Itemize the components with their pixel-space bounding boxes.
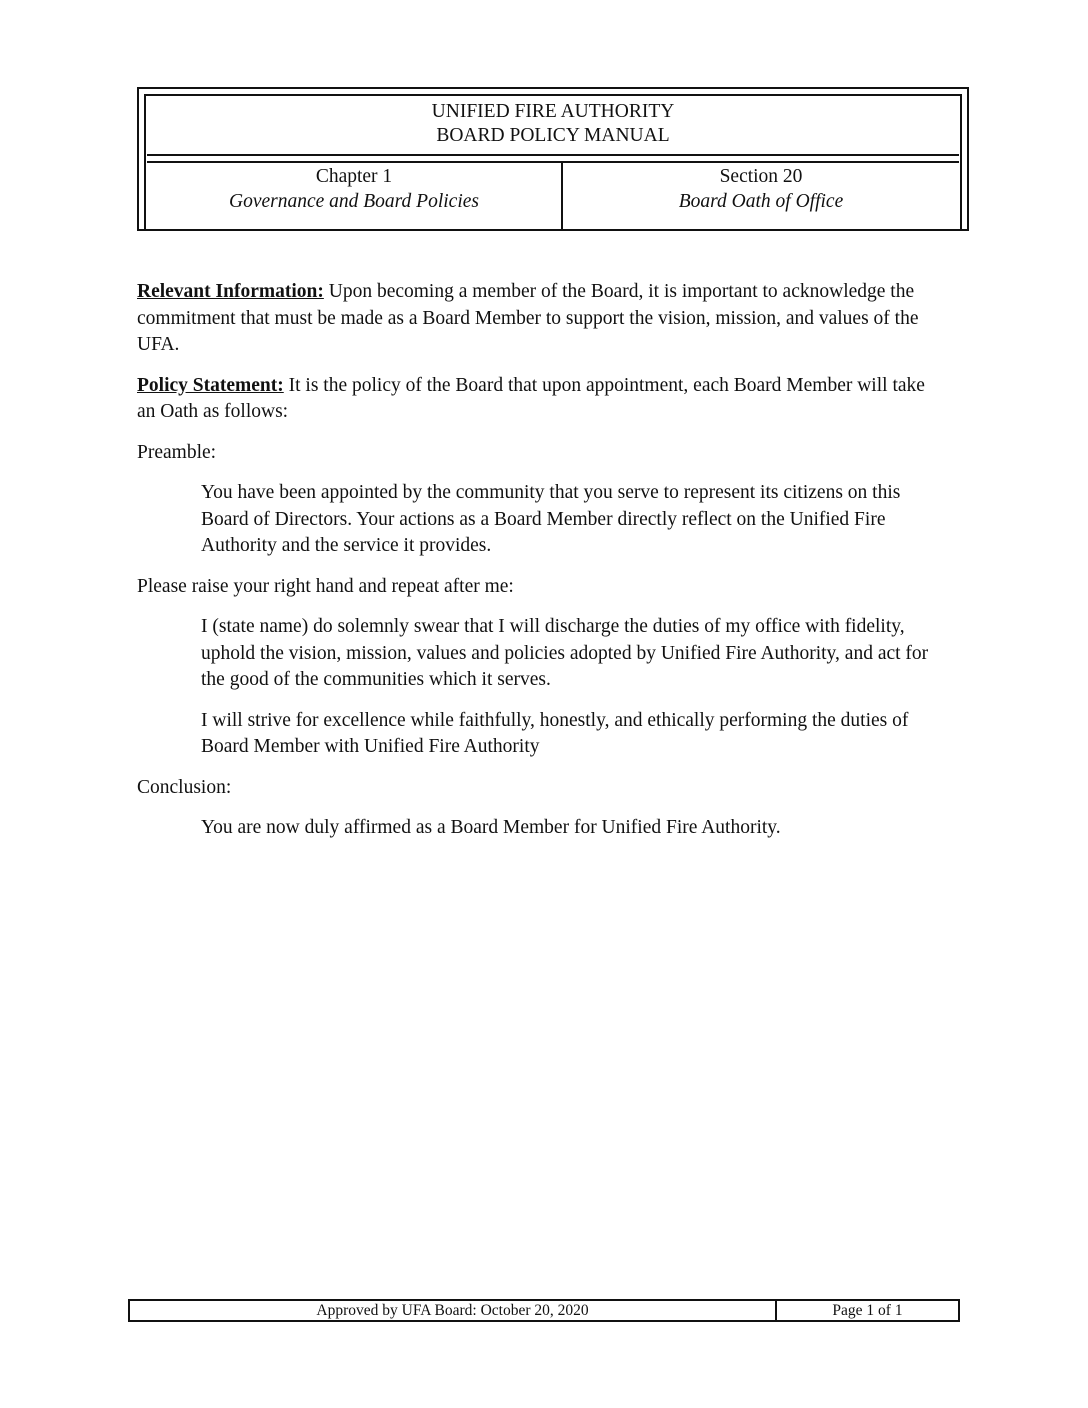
manual-title: BOARD POLICY MANUAL bbox=[436, 125, 670, 146]
relevant-information-label: Relevant Information: bbox=[137, 281, 324, 302]
section-cell bbox=[563, 163, 959, 229]
chapter-section-row bbox=[147, 163, 959, 229]
oath-paragraph-2: I will strive for excellence while faithfully, honestly, and ethically performing the duties of Board Member with Unified Fire Authority bbox=[201, 709, 909, 757]
chapter-label: Chapter 1 bbox=[315, 166, 393, 187]
manual-title-block bbox=[147, 98, 959, 156]
policy-statement-text: It is the policy of the Board that upon appointment, each Board Member will take an Oath as follows: bbox=[137, 374, 925, 422]
approval-date: Approved by UFA Board: October 20, 2020 bbox=[130, 1301, 777, 1320]
preamble-text: You have been appointed by the community that you serve to represent its citizens on this Board of Directors. Your actions as a Board Member directly reflect on the Unified Fire Authority and the service it provides. bbox=[201, 482, 901, 556]
raise-hand-instruction: Please raise your right hand and repeat after me: bbox=[137, 575, 514, 597]
conclusion-text: You are now duly affirmed as a Board Member for Unified Fire Authority. bbox=[201, 817, 781, 838]
section-label: Section 20 bbox=[719, 166, 803, 187]
section-name: Board Oath of Office bbox=[678, 191, 844, 212]
page-footer bbox=[128, 1299, 960, 1322]
policy-statement-label: Policy Statement: bbox=[137, 374, 284, 396]
organization-title: UNIFIED FIRE AUTHORITY bbox=[431, 101, 675, 122]
chapter-name: Governance and Board Policies bbox=[228, 191, 479, 212]
chapter-cell bbox=[147, 163, 563, 229]
conclusion-label: Conclusion: bbox=[137, 776, 232, 798]
oath-paragraph-1: I (state name) do solemnly swear that I will discharge the duties of my office with fidelity, uphold the vision, mission, values and policies adopted by Unified Fire Authority, and act for the good of the communities which it serves. bbox=[201, 616, 929, 690]
policy-body bbox=[137, 279, 937, 856]
policy-header bbox=[137, 87, 969, 231]
page-number: Page 1 of 1 bbox=[832, 1302, 903, 1319]
preamble-label: Preamble: bbox=[137, 441, 217, 463]
policy-statement-paragraph bbox=[137, 373, 937, 426]
relevant-information-paragraph bbox=[137, 279, 937, 359]
relevant-information-text: Upon becoming a member of the Board, it is important to acknowledge the commitment that must be made as a Board Member to support the vision, mission, and values of the UFA. bbox=[137, 281, 919, 355]
